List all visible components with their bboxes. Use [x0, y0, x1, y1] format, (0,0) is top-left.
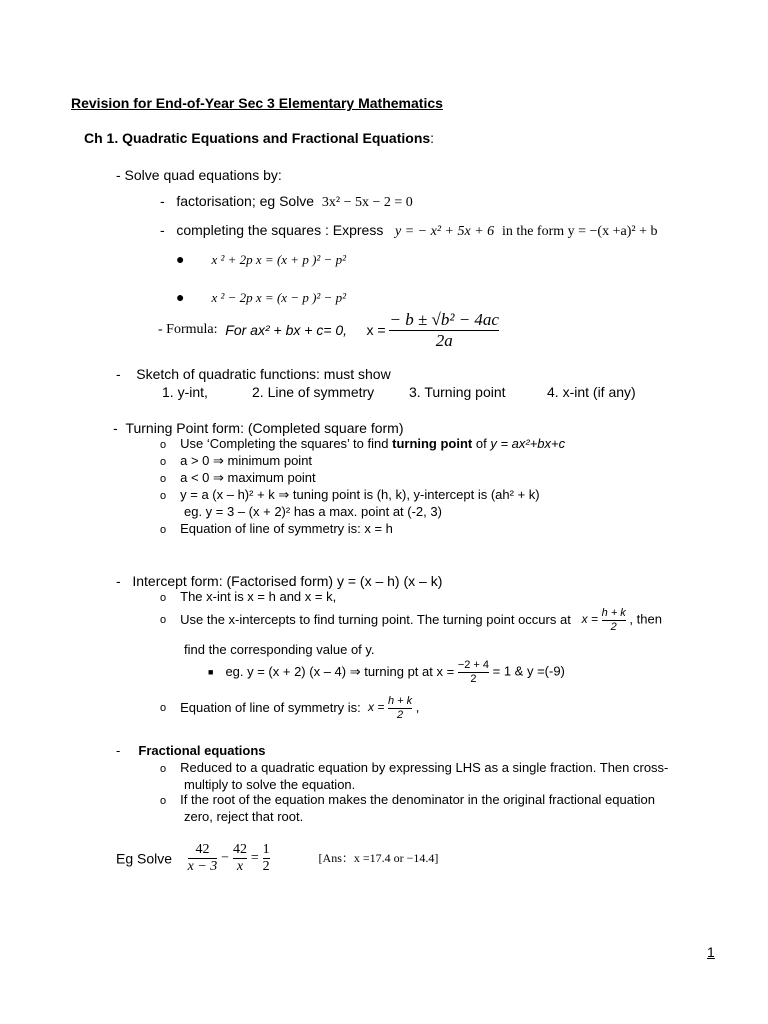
solve-intro: - Solve quad equations by:: [116, 167, 282, 183]
answer-text: [Ans：x =17.4 or −14.4]: [318, 850, 439, 865]
completing-squares-line: - completing the squares : Express y = − x² + 5x + 6 in the form y = −(x +a)² + b: [160, 222, 658, 239]
identity-bullet-plus: ● x ² + 2p x = (x + p )² − p²: [176, 251, 346, 267]
fractional-item-2-cont: zero, reject that root.: [184, 809, 304, 824]
fractional-heading: - Fractional equations: [116, 743, 266, 758]
square-bullet-icon: ■: [208, 666, 214, 677]
intercept-item-2: o Use the x-intercepts to find turning point. The turning point occurs at x = $\frac{h + k}{2}$ , then: [160, 607, 662, 633]
symmetry-fraction: $\frac{h + k}{2}$: [387, 695, 413, 721]
page-number: 1: [707, 944, 715, 960]
fractional-item-1-cont: multiply to solve the equation.: [184, 777, 356, 792]
bullet-icon: ●: [176, 289, 185, 305]
fraction-42-over-x: $\frac{42}{x}$: [232, 842, 247, 875]
fraction-42-over-x-minus-3: $\frac{42}{x - 3}$: [187, 842, 218, 875]
turning-item-5: o Equation of line of symmetry is: x = h: [160, 521, 393, 536]
sketch-point-4: 4. x-int (if any): [547, 384, 636, 400]
turning-item-3: o a < 0 ⇒ maximum point: [160, 470, 316, 485]
fractional-item-2: o If the root of the equation makes the denominator in the original fractional equation: [160, 792, 655, 807]
identity-bullet-minus: ● x ² − 2p x = (x − p )² − p²: [176, 289, 346, 305]
bullet-icon: ●: [176, 251, 185, 267]
factorisation-line: - factorisation; eg Solve 3x² − 5x − 2 = 0: [160, 193, 413, 210]
fractional-item-1: o Reduced to a quadratic equation by expressing LHS as a single fraction. Then cross-: [160, 760, 669, 775]
sketch-point-1: 1. y-int,: [162, 384, 208, 400]
quadratic-formula-line: - Formula: For ax² + bx + c= 0, x = $\frac{\text{− b ± √b² − 4ac}}{2a}$: [158, 310, 499, 350]
intercept-example: ■ eg. y = (x + 2) (x – 4) ⇒ turning pt at x = $\frac{-2 + 4}{2}$ = 1 & y =(-9): [208, 659, 565, 685]
intercept-item-2-cont: find the corresponding value of y.: [184, 642, 375, 657]
quadratic-formula-fraction: $\frac{\text{− b ± √b² − 4ac}}{2a}$: [389, 310, 499, 350]
document-title: Revision for End-of-Year Sec 3 Elementary Mathematics: [71, 95, 443, 111]
fractional-example: Eg Solve $\frac{42}{x - 3}$ − $\frac{42}{x}$ = $\frac{1}{2}$ [Ans：x =17.4 or −14.4]: [116, 842, 439, 875]
turning-item-2: o a > 0 ⇒ minimum point: [160, 453, 313, 468]
chapter-heading: Ch 1. Quadratic Equations and Fractional Equations:: [84, 130, 435, 146]
turning-point-heading: - Turning Point form: (Completed square form): [113, 420, 404, 436]
turning-item-1: o Use ‘Completing the squares’ to find turning point of y = ax²+bx+c: [160, 436, 566, 451]
intercept-heading: - Intercept form: (Factorised form) y = (x – h) (x – k): [116, 573, 443, 589]
sketch-point-2: 2. Line of symmetry: [252, 384, 375, 400]
fraction-1-over-2: $\frac{1}{2}$: [262, 842, 270, 875]
intercept-item-1: o The x-int is x = h and x = k,: [160, 589, 337, 604]
turning-item-4-example: eg. y = 3 – (x + 2)² has a max. point at (-2, 3): [184, 504, 442, 519]
turning-x-fraction: $\frac{h + k}{2}$: [601, 607, 626, 633]
turning-item-4: o y = a (x – h)² + k ⇒ tuning point is (h, k), y-intercept is (ah² + k): [160, 487, 540, 502]
sketch-point-3: 3. Turning point: [409, 384, 506, 400]
example-fraction: $\frac{-2 + 4}{2}$: [457, 659, 490, 685]
intercept-item-3: o Equation of line of symmetry is: x = $\frac{h + k}{2}$ ,: [160, 695, 420, 721]
sketch-intro: - Sketch of quadratic functions: must show: [116, 366, 391, 382]
